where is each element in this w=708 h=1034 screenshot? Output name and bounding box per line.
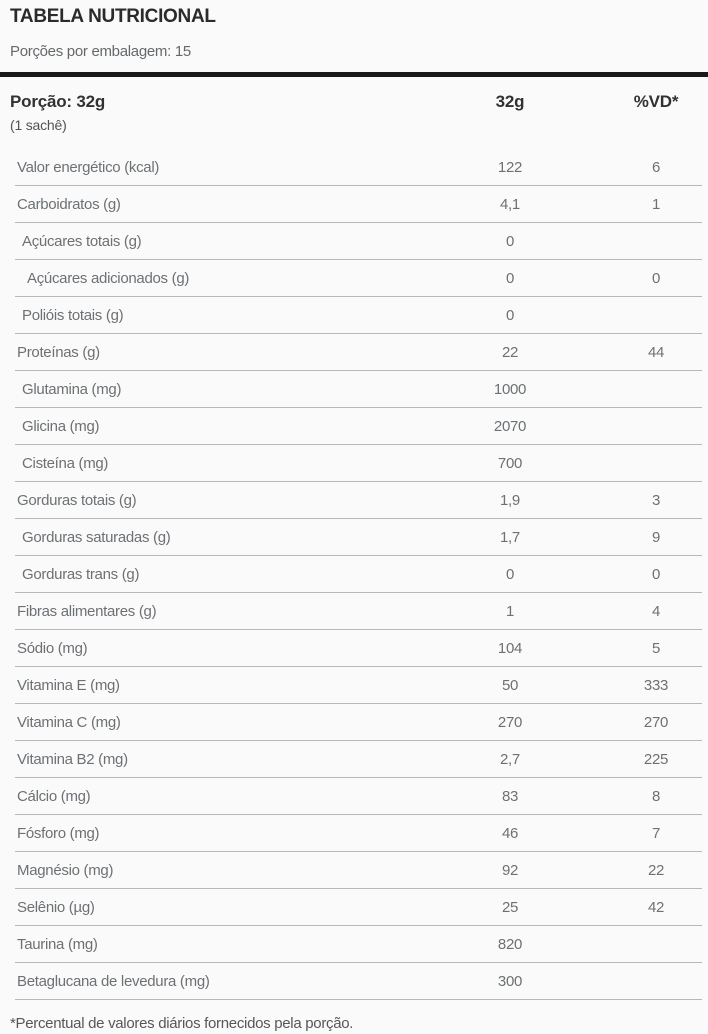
nutrient-label: Fibras alimentares (g) [17, 602, 157, 620]
nutrient-amount: 0 [505, 232, 515, 250]
nutrient-amount: 1000 [493, 380, 527, 398]
nutrient-amount: 1 [505, 602, 515, 620]
table-row [15, 926, 702, 963]
nutrient-label: Betaglucana de levedura (mg) [17, 972, 210, 990]
nutrient-dv: 9 [651, 528, 661, 546]
portion-header-cell [10, 92, 410, 133]
nutrient-label: Cisteína (mg) [22, 454, 109, 472]
nutrient-amount: 25 [501, 898, 519, 916]
footnote: *Percentual de valores diários fornecidos pela porção. [10, 1015, 354, 1032]
nutrient-amount: 0 [505, 269, 515, 287]
table-row [15, 371, 702, 408]
nutrient-amount: 1,7 [500, 528, 520, 546]
nutrient-dv: 0 [651, 269, 661, 287]
nutrient-label: Açúcares adicionados (g) [27, 269, 190, 287]
nutrient-amount: 270 [497, 713, 523, 731]
nutrient-label: Gorduras saturadas (g) [22, 528, 171, 546]
table-row [15, 186, 702, 223]
table-row [15, 556, 702, 593]
portion-size-label: Porção: 32g [10, 92, 106, 111]
table-row [15, 778, 702, 815]
nutrient-amount: 2070 [493, 417, 527, 435]
table-row [15, 445, 702, 482]
nutrient-dv: 6 [651, 158, 661, 176]
nutrient-label: Vitamina E (mg) [17, 676, 120, 694]
table-row [15, 149, 702, 186]
nutrient-dv: 1 [651, 195, 661, 213]
table-row [15, 630, 702, 667]
table-row [15, 334, 702, 371]
nutrient-label: Glutamina (mg) [22, 380, 122, 398]
nutrient-label: Gorduras trans (g) [22, 565, 140, 583]
table-row [15, 260, 702, 297]
nutrient-rows [15, 149, 702, 1000]
nutrient-dv: 7 [651, 824, 661, 842]
table-row [15, 482, 702, 519]
column-header-dv: %VD* [633, 92, 679, 111]
nutrient-dv: 3 [651, 491, 661, 509]
table-row [15, 963, 702, 1000]
nutrient-amount: 820 [497, 935, 523, 953]
nutrient-dv: 8 [651, 787, 661, 805]
table-row [15, 297, 702, 334]
nutrient-dv: 225 [643, 750, 669, 768]
nutrient-amount: 300 [497, 972, 523, 990]
table-row [15, 704, 702, 741]
nutrient-label: Carboidratos (g) [17, 195, 121, 213]
table-row [15, 593, 702, 630]
nutrient-dv: 44 [647, 343, 665, 361]
table-row [15, 852, 702, 889]
nutrient-label: Polióis totais (g) [22, 306, 124, 324]
nutrient-amount: 2,7 [500, 750, 520, 768]
nutrient-amount: 122 [497, 158, 523, 176]
nutrient-dv: 333 [643, 676, 669, 694]
page-title: TABELA NUTRICIONAL [10, 6, 216, 27]
nutrient-label: Valor energético (kcal) [17, 158, 160, 176]
nutrient-amount: 46 [501, 824, 519, 842]
column-header-amount: 32g [495, 92, 525, 111]
nutrient-dv: 4 [651, 602, 661, 620]
nutrient-dv: 0 [651, 565, 661, 583]
nutrient-dv: 270 [643, 713, 669, 731]
nutrient-label: Gorduras totais (g) [17, 491, 137, 509]
table-row [15, 519, 702, 556]
nutrient-amount: 83 [501, 787, 519, 805]
portion-note: (1 sachê) [10, 117, 67, 133]
nutrient-amount: 700 [497, 454, 523, 472]
table-row [15, 889, 702, 926]
nutrient-label: Vitamina C (mg) [17, 713, 121, 731]
nutrient-amount: 92 [501, 861, 519, 879]
nutrient-amount: 104 [497, 639, 523, 657]
nutrient-label: Cálcio (mg) [17, 787, 91, 805]
nutrient-amount: 0 [505, 306, 515, 324]
table-row [15, 408, 702, 445]
nutrient-label: Vitamina B2 (mg) [17, 750, 128, 768]
nutrient-dv: 22 [647, 861, 665, 879]
nutrient-label: Açúcares totais (g) [22, 232, 142, 250]
nutrient-amount: 50 [501, 676, 519, 694]
nutrient-amount: 22 [501, 343, 519, 361]
nutrient-label: Magnésio (mg) [17, 861, 114, 879]
table-row [15, 741, 702, 778]
nutrient-label: Selênio (µg) [17, 898, 95, 916]
nutrient-amount: 4,1 [500, 195, 520, 213]
nutrient-amount: 0 [505, 565, 515, 583]
table-row [15, 223, 702, 260]
nutrient-label: Fósforo (mg) [17, 824, 100, 842]
table-row [15, 667, 702, 704]
nutrient-label: Taurina (mg) [17, 935, 98, 953]
nutrient-label: Sódio (mg) [17, 639, 88, 657]
nutrient-label: Proteínas (g) [17, 343, 100, 361]
table-header [10, 77, 702, 149]
servings-per-package: Porções por embalagem: 15 [10, 43, 191, 60]
table-row [15, 815, 702, 852]
nutrient-dv: 5 [651, 639, 661, 657]
nutrient-label: Glicina (mg) [22, 417, 100, 435]
nutrient-dv: 42 [647, 898, 665, 916]
nutrient-amount: 1,9 [500, 491, 520, 509]
